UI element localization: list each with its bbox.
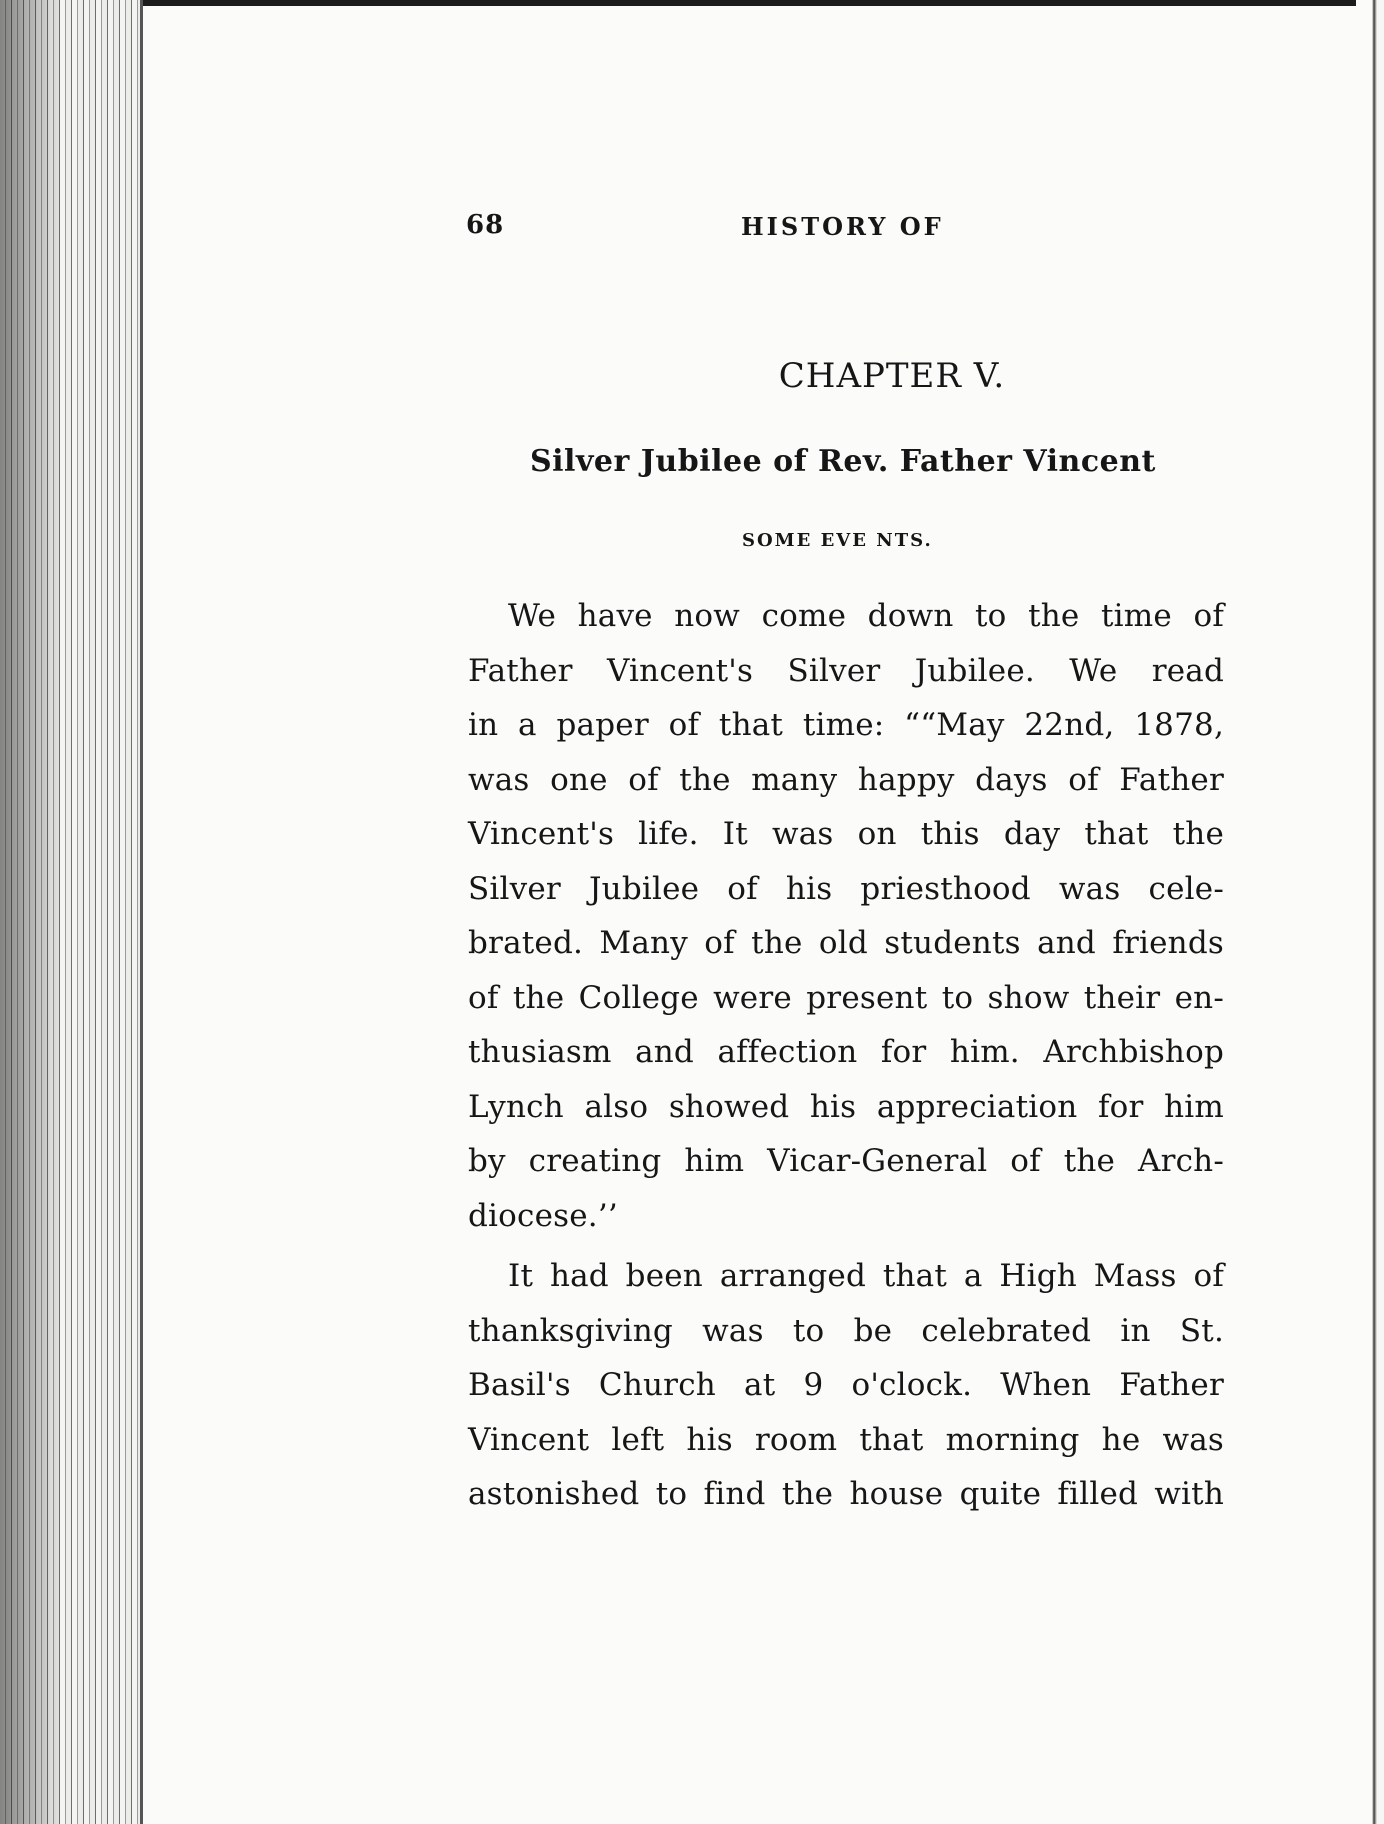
running-head: HISTORY OF <box>741 212 944 241</box>
text-line: Vincent left his room that morning he was <box>468 1421 1224 1458</box>
chapter-title-block <box>0 356 1384 396</box>
text-line: Silver Jubilee of his priesthood was cele- <box>468 870 1224 907</box>
page-right-edge <box>1356 0 1384 1824</box>
text-line: Vincent's life. It was on this day that the <box>468 816 1224 852</box>
text-line: brated. Many of the old students and friends <box>468 925 1224 961</box>
paragraph <box>468 1258 1224 1531</box>
running-header <box>466 210 1066 250</box>
text-line: thanksgiving was to be celebrated in St. <box>468 1312 1224 1349</box>
text-line: Father Vincent's Silver Jubilee. We read <box>468 652 1224 689</box>
section-heading: SOME EVE NTS. <box>742 530 933 551</box>
text-line: was one of the many happy days of Father <box>468 761 1224 798</box>
text-line: thusiasm and affection for him. Archbishop <box>468 1034 1224 1070</box>
book-edge-shadow <box>0 0 60 1824</box>
paragraph <box>468 598 1224 1252</box>
text-line: by creating him Vicar-General of the Arch- <box>468 1143 1224 1179</box>
body-text <box>468 598 1224 1531</box>
binding-line <box>140 0 143 1824</box>
text-line: We have now come down to the time of <box>508 598 1224 634</box>
text-line: of the College were present to show their en- <box>468 979 1224 1016</box>
text-line: in a paper of that time: ““May 22nd, 1878, <box>468 707 1224 743</box>
page-number: 68 <box>466 210 505 240</box>
text-line: Basil's Church at 9 o'clock. When Father <box>468 1367 1224 1403</box>
text-line: astonished to find the house quite filled with <box>468 1476 1224 1512</box>
text-line: It had been arranged that a High Mass of <box>508 1258 1224 1294</box>
scan-top-border <box>0 0 1384 6</box>
text-line: Lynch also showed his appreciation for him <box>468 1088 1224 1125</box>
chapter-title: CHAPTER V. <box>778 356 1006 396</box>
chapter-subtitle: Silver Jubilee of Rev. Father Vincent <box>530 444 1156 479</box>
text-line: diocese.’’ <box>468 1197 618 1234</box>
